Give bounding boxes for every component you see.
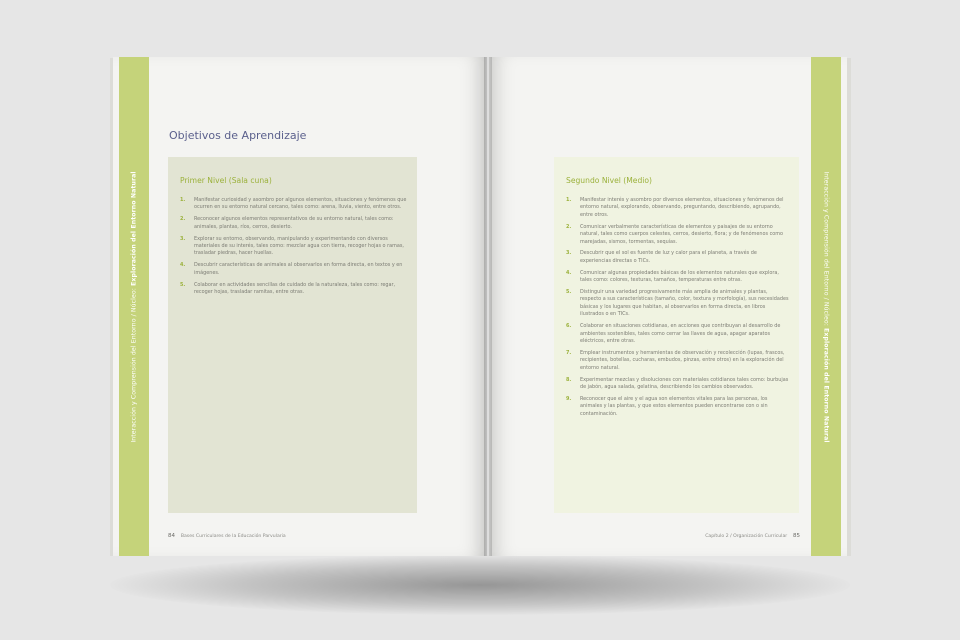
item-number: 4. — [566, 269, 572, 276]
left-band-text — [131, 171, 138, 442]
page-number: 85 — [793, 533, 800, 539]
item-text: Explorar su entorno, observando, manipulando y experimentando con diversos materiales de su interés, tales como: mezclar agua con tierra, recoger hojas o ramas, trasladar piedras, hacer huellas. — [194, 235, 404, 257]
item-number: 1. — [566, 197, 572, 203]
item-text: Manifestar curiosidad y asombro por algunos elementos, situaciones y fenómenos que ocurren en su entorno natural cercano, tales como: arena, lluvia, viento, entre otros. — [194, 197, 407, 211]
item-number: 1. — [180, 197, 186, 203]
book-spine — [484, 57, 492, 556]
item-text: Reconocer que el aire y el agua son elementos vitales para las personas, los animales y las plantas, y que estos elementos pueden encontrarse con o sin contaminación. — [580, 395, 768, 417]
list-item — [180, 282, 407, 297]
right-footer — [705, 533, 800, 539]
item-text: Distinguir una variedad progresivamente más amplia de animales y plantas, respecto a sus características (tamaño, color, textura y morfología), sus necesidades básicas y los lugares que habitan, al observarlos en forma directa, en libros ilustrados o en TICs. — [580, 289, 789, 318]
segundo-nivel-title: Segundo Nivel (Medio) — [566, 176, 653, 185]
item-number: 5. — [180, 281, 186, 288]
list-item — [180, 262, 407, 277]
item-text: Experimentar mezclas y disoluciones con materiales cotidianos tales como: burbujas de jabón, agua salada, gelatina, describiendo los cambios observados. — [580, 376, 789, 391]
primer-nivel-list — [180, 197, 407, 296]
right-page — [489, 57, 847, 556]
list-item — [566, 224, 789, 246]
item-text: Colaborar en situaciones cotidianas, en acciones que contribuyan al desarrollo de ambientes sostenibles, tales como cerrar las llaves de agua, apagar aparatos eléctricos, entre otras. — [580, 323, 781, 344]
right-band-bold: Exploración del Entorno Natural — [822, 327, 830, 443]
list-item — [566, 250, 789, 265]
list-item — [566, 197, 789, 219]
list-item — [566, 350, 789, 372]
item-number: 8. — [566, 376, 572, 383]
item-number: 3. — [180, 235, 186, 242]
item-text: Manifestar interés y asombro por diversos elementos, situaciones y fenómenos del entorno natural, explorando, observando, preguntando, describiendo, agrupando, entre otros. — [580, 197, 784, 218]
item-number: 3. — [566, 250, 572, 257]
item-text: Descubrir que el sol es fuente de luz y calor para el planeta, a través de experiencias directas o TICs. — [580, 250, 757, 264]
page-title: Objetivos de Aprendizaje — [169, 129, 307, 142]
right-side-band — [811, 57, 841, 556]
left-band-regular: Interacción y Comprensión del Entorno / Núcleo: — [130, 287, 138, 443]
item-text: Descubrir características de animales al observarlos en forma directa, en textos y en imágenes. — [194, 262, 403, 276]
list-item — [566, 289, 789, 319]
footer-text: Capítulo 2 / Organización Curricular — [705, 534, 788, 539]
primer-nivel-box — [168, 157, 417, 513]
segundo-nivel-list — [566, 197, 789, 418]
list-item — [180, 236, 407, 258]
list-item — [566, 377, 789, 392]
primer-nivel-title: Primer Nivel (Sala cuna) — [180, 176, 272, 185]
item-number: 5. — [566, 289, 572, 296]
right-band-regular: Interacción y Comprensión del Entorno / Núcleo: — [822, 170, 830, 326]
page-number: 84 — [168, 533, 175, 539]
item-text: Reconocer algunos elementos representativos de su entorno natural, tales como: animales, plantas, ríos, cerros, desierto. — [194, 216, 394, 230]
list-item — [566, 270, 789, 285]
item-text: Comunicar algunas propiedades básicas de los elementos naturales que explora, tales como: colores, texturas, tamaños, temperaturas entre otras. — [580, 269, 779, 284]
item-number: 2. — [180, 216, 186, 223]
left-footer — [168, 533, 286, 539]
item-number: 7. — [566, 349, 572, 356]
list-item — [566, 396, 789, 418]
item-number: 6. — [566, 323, 572, 330]
segundo-nivel-box — [554, 157, 799, 513]
list-item — [180, 216, 407, 231]
item-number: 2. — [566, 223, 572, 230]
item-text: Emplear instrumentos y herramientas de observación y recolección (lupas, frascos, recipientes, botellas, cucharas, embudos, pinzas, entre otros) en la exploración del entorno natural. — [580, 349, 785, 371]
left-page — [113, 57, 487, 556]
left-band-bold: Exploración del Entorno Natural — [130, 170, 138, 286]
item-text: Colaborar en actividades sencillas de cuidado de la naturaleza, tales como: regar, recoger hojas, trasladar ramitas, entre otras. — [194, 281, 396, 296]
list-item — [180, 197, 407, 212]
list-item — [566, 323, 789, 345]
left-side-band — [119, 57, 149, 556]
right-band-text — [823, 171, 830, 442]
item-text: Comunicar verbalmente características de elementos y paisajes de su entorno natural, tales como cuerpos celestes, cerros, desierto, flora; y de fenómenos como marejadas, sismos, tormentas, sequías. — [580, 223, 784, 245]
book-shadow — [110, 555, 850, 615]
item-number: 9. — [566, 395, 572, 402]
footer-text: Bases Curriculares de la Educación Parvularia — [180, 534, 286, 539]
item-number: 4. — [180, 262, 186, 269]
